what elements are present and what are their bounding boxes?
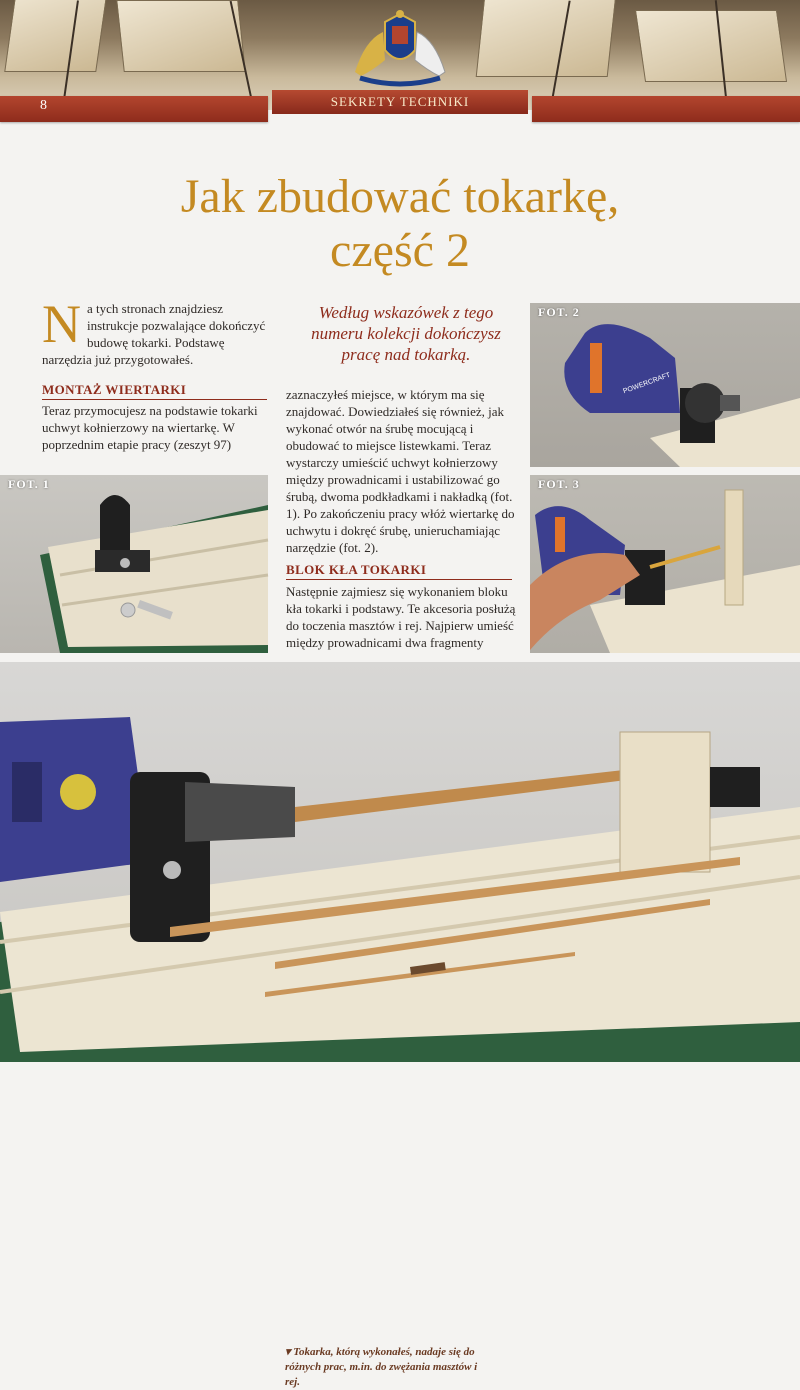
photo-2-label: FOT. 2 bbox=[538, 305, 580, 319]
intro-paragraph bbox=[42, 294, 267, 368]
intro-text: a tych stronach znajdziesz instrukcje pozwalające dokończyć budowę tokarki. Podstawę narzędzia już przygotowałeś. bbox=[42, 301, 266, 367]
page-title bbox=[90, 170, 710, 278]
photo-3-label: FOT. 3 bbox=[538, 477, 580, 491]
royal-crest-icon bbox=[345, 10, 455, 90]
sail-image bbox=[635, 10, 787, 82]
photo-caption: ▾ Tokarka, którą wykonałeś, nadaje się do różnych prac, m.in. do zwężania masztów i rej. bbox=[285, 1346, 478, 1388]
drop-cap: N bbox=[42, 294, 81, 354]
sail-image bbox=[116, 0, 246, 72]
section1-text: Teraz przymocujesz na podstawie tokarki uchwyt kołnierzowy na wiertarkę. W poprzednim etapie pracy (zeszyt 97) bbox=[42, 403, 258, 452]
middle-column-text: zaznaczyłeś miejsce, w którym ma się znajdować. Dowiedziałeś się również, jak wykonać otwór na śrubę mocującą i obudować to miejsce listewkami. Teraz wystarczy umieścić uchwyt kołnierzowy między prowadnicami i ustabilizować go śrubą, dwoma podkładkami i nakładką (fot. 1). Po zakończeniu pracy włóż wiertarkę do uchwytu i dokręć śrubę, unieruchamiając narzędzie (fot. 2). bbox=[286, 387, 515, 555]
title-line-2: część 2 bbox=[330, 224, 470, 277]
photo-1 bbox=[0, 475, 268, 653]
page-number: 8 bbox=[40, 98, 47, 113]
section-heading-tailstock: BLOK KŁA TOKARKI bbox=[286, 562, 512, 580]
header-ribbon-right bbox=[532, 96, 800, 122]
photo-3 bbox=[530, 475, 800, 653]
sail-image bbox=[476, 0, 617, 77]
lead-quote: Według wskazówek z tego numeru kolekcji dokończysz pracę nad tokarką. bbox=[311, 303, 501, 364]
section-label: SEKRETY TECHNIKI bbox=[272, 90, 528, 114]
main-photo bbox=[0, 662, 800, 1388]
section-heading-drill-mount: MONTAŻ WIERTARKI bbox=[42, 382, 267, 400]
photo-1-label: FOT. 1 bbox=[8, 477, 50, 491]
sail-image bbox=[4, 0, 108, 72]
section2-text: Następnie zajmiesz się wykonaniem bloku kła tokarki i podstawy. Te akcesoria posłużą do toczenia masztów i rej. Najpierw umieść między prowadnicami dwa fragmenty bbox=[286, 584, 516, 650]
drill-brand-label: POWERCRAFT bbox=[622, 371, 672, 396]
title-line-1: Jak zbudować tokarkę, bbox=[180, 170, 620, 223]
photo-2 bbox=[530, 303, 800, 467]
